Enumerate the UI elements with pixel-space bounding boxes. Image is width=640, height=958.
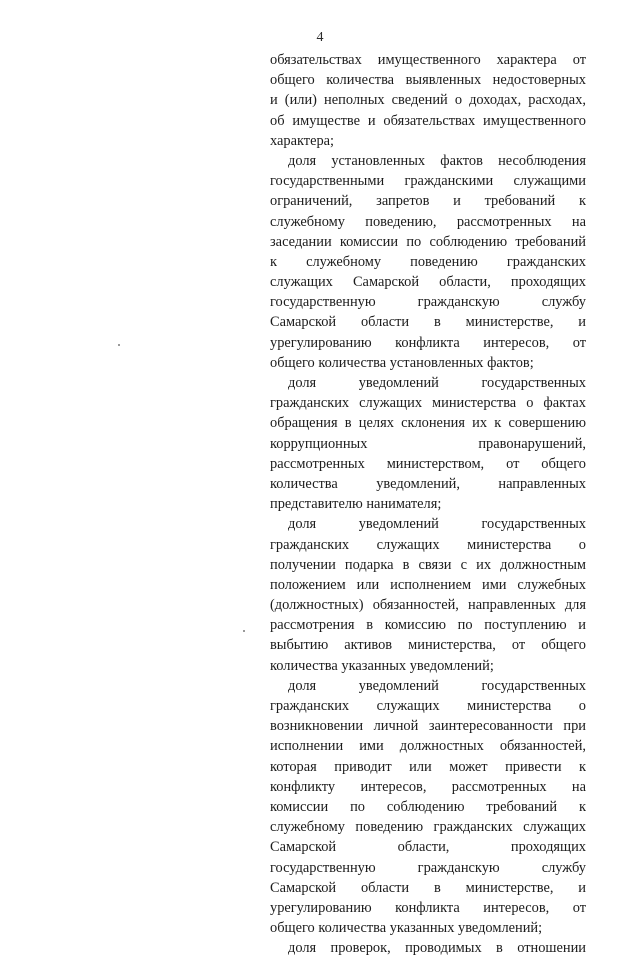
paragraph-line: исполнении ими должностных обязанностей, xyxy=(270,738,586,755)
paragraph-line: количества уведомлений, направленных xyxy=(270,475,586,492)
paragraph-line: гражданских служащих министерства о xyxy=(270,536,586,553)
document-body xyxy=(270,50,586,958)
paragraph-line: государственную гражданскую службу xyxy=(270,294,586,311)
paragraph-line: урегулированию конфликта интересов, от xyxy=(270,899,586,916)
paragraph-line: которая приводит или может привести к xyxy=(270,758,586,775)
paragraph-line: рассмотренных министерством, от общего xyxy=(270,455,586,472)
paragraph-line: комиссии по соблюдению требований к xyxy=(270,798,586,815)
paragraph-line: и (или) неполных сведений о доходах, расходах, xyxy=(270,92,586,109)
paragraph-first-line: обязательствах имущественного характера от xyxy=(270,52,586,68)
paragraph-line: служебному поведению, рассмотренных на xyxy=(270,213,586,230)
paragraph-line: представителю нанимателя; xyxy=(270,496,442,513)
paragraph-line: характера; xyxy=(270,132,335,149)
paragraph-line: к служебному поведению гражданских xyxy=(270,253,586,270)
paragraph-line: государственными гражданскими служащими xyxy=(270,173,586,190)
scan-speck xyxy=(118,344,120,346)
scan-speck xyxy=(243,630,245,632)
page-number: 4 xyxy=(316,30,324,45)
paragraph-line: конфликту интересов, рассмотренных на xyxy=(270,778,586,795)
paragraph-line: Самарской области в министерстве, и xyxy=(270,879,586,896)
paragraph-line: гражданских служащих министерства о фактах xyxy=(270,395,586,412)
paragraph-line: (должностных) обязанностей, направленных для xyxy=(270,597,586,614)
paragraph-line: гражданских служащих министерства о xyxy=(270,698,586,714)
paragraph-first-line: доля уведомлений государственных xyxy=(288,677,586,694)
paragraph-line: урегулированию конфликта интересов, от xyxy=(270,334,586,351)
paragraph-line: об имуществе и обязательствах имущественного xyxy=(270,112,586,129)
paragraph-first-line: доля уведомлений государственных xyxy=(288,375,586,391)
paragraph-line: возникновении личной заинтересованности при xyxy=(270,718,586,735)
paragraph-line: ограничений, запретов и требований к xyxy=(270,193,586,210)
paragraph-line: положением или исполнением ими служебных xyxy=(270,576,586,593)
paragraph-line: выбытию активов министерства, от общего xyxy=(270,637,586,654)
paragraph-line: получении подарка в связи с их должностным xyxy=(270,556,586,573)
paragraph-first-line: доля уведомлений государственных xyxy=(288,516,586,533)
paragraph-line: общего количества указанных уведомлений; xyxy=(270,920,543,937)
paragraph-line: общего количества выявленных недостоверных xyxy=(270,72,586,89)
paragraph-line: Самарской области, проходящих xyxy=(270,839,586,856)
paragraph-line: Самарской области в министерстве, и xyxy=(270,314,586,331)
paragraph-line: рассмотрения в комиссию по поступлению и xyxy=(270,617,586,634)
paragraph-first-line: доля проверок, проводимых в отношении xyxy=(288,940,586,957)
paragraph-line: заседании комиссии по соблюдению требований xyxy=(270,233,586,250)
paragraph-line: количества указанных уведомлений; xyxy=(270,657,494,674)
paragraph-line: государственную гражданскую службу xyxy=(270,859,586,876)
paragraph-line: общего количества установленных фактов; xyxy=(270,354,534,371)
paragraph-line: обращения в целях склонения их к совершению xyxy=(270,415,586,432)
paragraph-first-line: доля установленных фактов несоблюдения xyxy=(288,152,586,169)
paragraph-line: коррупционных правонарушений, xyxy=(270,435,586,452)
paragraph-line: служебному поведению гражданских служащих xyxy=(270,819,586,836)
paragraph-line: служащих Самарской области, проходящих xyxy=(270,274,586,291)
